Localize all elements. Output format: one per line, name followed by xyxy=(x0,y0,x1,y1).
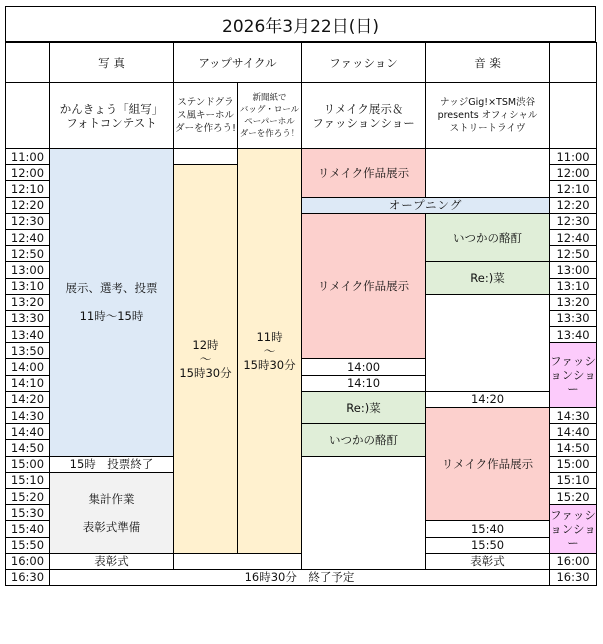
time-label-right: 16:30 xyxy=(550,569,597,585)
corner-cell xyxy=(6,43,50,83)
category-fashion: ファッション xyxy=(302,43,426,83)
time-label-right: 13:20 xyxy=(550,294,597,310)
time-label-right: 15:50 xyxy=(426,537,550,553)
time-label: 12:20 xyxy=(6,197,50,213)
program-fashion: リメイク展示＆ ファッションショー xyxy=(302,83,426,149)
time-label-right: 14:10 xyxy=(302,375,426,391)
time-label-right: 15:20 xyxy=(550,488,597,504)
time-label: 13:20 xyxy=(6,294,50,310)
empty-cell xyxy=(302,456,426,569)
time-label: 14:20 xyxy=(6,391,50,407)
live-slot: Re:)菜 xyxy=(426,262,550,294)
time-label-right: 13:30 xyxy=(550,310,597,326)
time-label: 15:00 xyxy=(6,456,50,472)
time-label-right: 15:40 xyxy=(426,521,550,537)
end-note: 16時30分 終了予定 xyxy=(50,569,550,585)
holder-time-block: 11時 〜 15時30分 xyxy=(238,149,302,554)
time-label: 15:50 xyxy=(6,537,50,553)
time-label-right: 12:50 xyxy=(550,246,597,262)
corner-cell-right xyxy=(550,83,597,149)
time-label-right: 13:00 xyxy=(550,262,597,278)
tally-block: 集計作業 表彰式準備 xyxy=(50,472,174,553)
time-label-right: 14:30 xyxy=(550,408,597,424)
live-slot: いつかの酪酊 xyxy=(302,424,426,456)
time-label-right: 15:10 xyxy=(550,472,597,488)
time-label-right: 14:40 xyxy=(550,424,597,440)
live-slot: いつかの酪酊 xyxy=(426,213,550,262)
time-label: 11:00 xyxy=(6,149,50,165)
time-label: 12:10 xyxy=(6,181,50,197)
time-label: 15:40 xyxy=(6,521,50,537)
program-music: ナッジGig!×TSM渋谷 presents オフィシャル ストリートライヴ xyxy=(426,83,550,149)
time-label: 16:30 xyxy=(6,569,50,585)
time-label-right: 12:00 xyxy=(550,165,597,181)
remake-exhibit-block: リメイク作品展示 xyxy=(302,213,426,359)
time-label: 14:10 xyxy=(6,375,50,391)
empty-cell xyxy=(174,149,238,165)
time-label-right: 12:10 xyxy=(550,181,597,197)
time-label: 12:50 xyxy=(6,246,50,262)
time-label-right: 12:20 xyxy=(550,197,597,213)
time-label-right: 14:20 xyxy=(426,391,550,407)
corner-cell-right xyxy=(550,43,597,83)
time-label-right: 12:40 xyxy=(550,229,597,245)
corner-cell xyxy=(6,83,50,149)
time-label-right: 11:00 xyxy=(550,149,597,165)
fashion-show-block: ファッションショー xyxy=(550,505,597,554)
time-label: 15:20 xyxy=(6,488,50,504)
time-label: 14:00 xyxy=(6,359,50,375)
time-label-right: 13:10 xyxy=(550,278,597,294)
category-upcycle: アップサイクル xyxy=(174,43,302,83)
time-label-right: 15:00 xyxy=(550,456,597,472)
program-photo: かんきょう「組写」 フォトコンテスト xyxy=(50,83,174,149)
live-slot: Re:)菜 xyxy=(302,391,426,423)
time-label-right: 12:30 xyxy=(550,213,597,229)
time-label: 12:40 xyxy=(6,229,50,245)
empty-cell xyxy=(174,553,302,569)
time-label: 13:10 xyxy=(6,278,50,294)
time-label-right: 14:50 xyxy=(550,440,597,456)
time-label: 16:00 xyxy=(6,553,50,569)
program-stained-glass: ステンドグラ ス風キーホル ダーを作ろう! xyxy=(174,83,238,149)
time-label: 15:30 xyxy=(6,505,50,521)
stained-time-block: 12時 〜 15時30分 xyxy=(174,165,238,554)
fashion-show-block: ファッションショー xyxy=(550,343,597,408)
time-label: 15:10 xyxy=(6,472,50,488)
time-label: 13:50 xyxy=(6,343,50,359)
remake-exhibit-block: リメイク作品展示 xyxy=(426,408,550,521)
time-label: 14:40 xyxy=(6,424,50,440)
time-label: 13:30 xyxy=(6,310,50,326)
vote-end-note: 15時 投票終了 xyxy=(50,456,174,472)
page-title: 2026年3月22日(日) xyxy=(5,6,596,42)
opening-block: オープニング xyxy=(302,197,550,213)
schedule-table xyxy=(5,42,597,586)
empty-cell xyxy=(426,294,550,391)
time-label: 12:30 xyxy=(6,213,50,229)
time-label: 13:00 xyxy=(6,262,50,278)
time-label-right: 14:00 xyxy=(302,359,426,375)
time-label-right: 16:00 xyxy=(550,553,597,569)
photo-exhibit-block: 展示、選考、投票 11時〜15時 xyxy=(50,149,174,457)
time-label: 13:40 xyxy=(6,327,50,343)
time-label-right: 13:40 xyxy=(550,327,597,343)
award-cell: 表彰式 xyxy=(50,553,174,569)
fashion-award-cell: 表彰式 xyxy=(426,553,550,569)
remake-exhibit-block: リメイク作品展示 xyxy=(302,149,426,198)
time-label: 14:50 xyxy=(6,440,50,456)
time-label: 12:00 xyxy=(6,165,50,181)
empty-cell xyxy=(426,149,550,198)
category-music: 音 楽 xyxy=(426,43,550,83)
program-newspaper-holder: 新聞紙で バッグ・ロール ペーパーホル ダーを作ろう！ xyxy=(238,83,302,149)
time-label: 14:30 xyxy=(6,408,50,424)
category-photo: 写 真 xyxy=(50,43,174,83)
